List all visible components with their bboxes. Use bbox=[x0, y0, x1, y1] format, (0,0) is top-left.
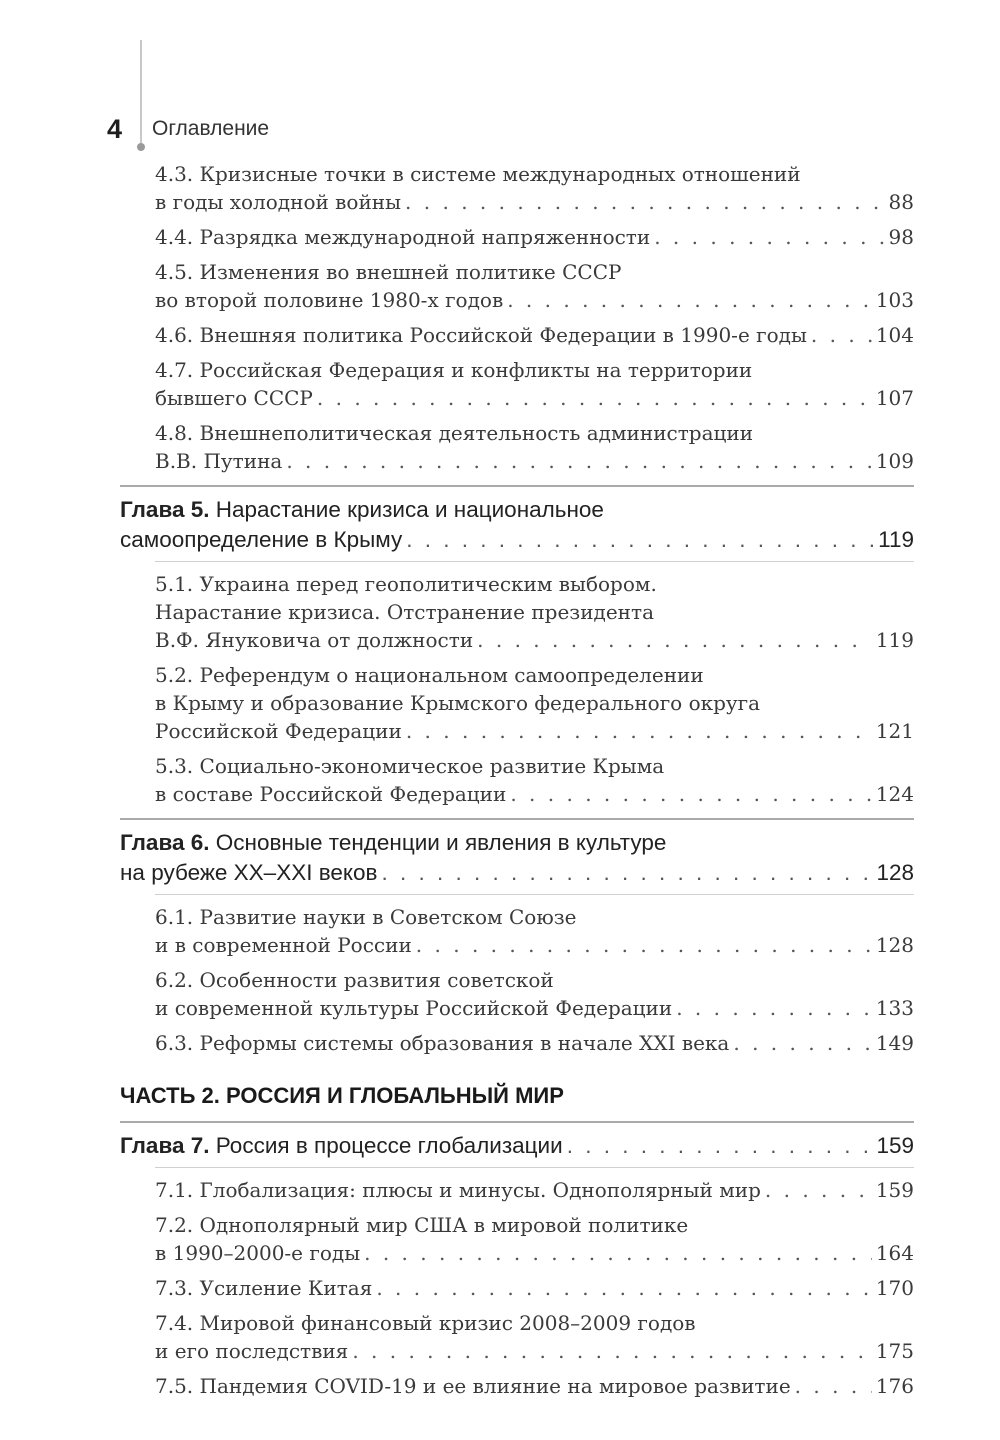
toc-part-heading[interactable]: ЧАСТЬ 2. РОССИЯ И ГЛОБАЛЬНЫЙ МИР bbox=[120, 1083, 564, 1108]
toc-section-line: и в современной России bbox=[155, 933, 412, 957]
toc-page-number: 128 bbox=[876, 860, 914, 885]
dot-leader bbox=[405, 188, 885, 216]
dot-leader bbox=[364, 1239, 872, 1267]
toc-page-number: 159 bbox=[875, 1178, 914, 1202]
toc-section-6-1[interactable] bbox=[155, 903, 914, 959]
toc-page-number: 133 bbox=[875, 996, 914, 1020]
toc-chapter-7[interactable] bbox=[120, 1131, 914, 1161]
toc-section-4-3[interactable] bbox=[155, 160, 914, 216]
toc-section-line: 6.3. Реформы системы образования в начале XXI века bbox=[155, 1031, 730, 1055]
toc-page-number: 164 bbox=[875, 1241, 914, 1265]
dot-leader bbox=[811, 321, 872, 349]
toc-section-5-3[interactable] bbox=[155, 752, 914, 808]
chapter-label: Глава 5. bbox=[120, 497, 210, 522]
toc-page-number: 98 bbox=[888, 225, 914, 249]
toc-section-line: 4.4. Разрядка международной напряженности bbox=[155, 225, 651, 249]
toc-section-4-7[interactable] bbox=[155, 356, 914, 412]
dot-leader bbox=[733, 1029, 871, 1057]
dot-leader bbox=[567, 1131, 873, 1161]
toc-page-number: 119 bbox=[875, 628, 914, 652]
dot-leader bbox=[317, 384, 872, 412]
page-header bbox=[0, 0, 1000, 160]
group-divider bbox=[120, 485, 914, 487]
header-rule bbox=[140, 40, 142, 148]
toc-page-number: 176 bbox=[875, 1374, 914, 1398]
chapter-title-line: самоопределение в Крыму bbox=[120, 527, 403, 552]
chapter-underline bbox=[155, 1167, 914, 1168]
dot-leader bbox=[286, 447, 871, 475]
dot-leader bbox=[795, 1372, 872, 1400]
toc-section-line: 4.8. Внешнеполитическая деятельность администрации bbox=[155, 421, 754, 445]
chapter-underline bbox=[155, 894, 914, 895]
toc-section-line: во второй половине 1980-х годов bbox=[155, 288, 504, 312]
toc-page-number: 159 bbox=[876, 1133, 914, 1158]
toc-group-chapter-6 bbox=[0, 828, 1000, 1057]
toc-group-chapter-4 bbox=[0, 160, 1000, 475]
dot-leader bbox=[765, 1176, 872, 1204]
toc-section-line: и современной культуры Российской Федерации bbox=[155, 996, 673, 1020]
dot-leader bbox=[676, 994, 872, 1022]
toc-section-line: В.Ф. Януковича от должности bbox=[155, 628, 474, 652]
toc-section-line: в годы холодной войны bbox=[155, 190, 402, 214]
toc-page-number: 175 bbox=[875, 1339, 914, 1363]
dot-leader bbox=[376, 1274, 871, 1302]
toc-section-4-6[interactable] bbox=[155, 321, 914, 349]
toc-section-line: 5.3. Социально-экономическое развитие Крыма bbox=[155, 754, 665, 778]
toc-page-number: 119 bbox=[878, 527, 914, 552]
toc-section-line: 5.2. Референдум о национальном самоопределении bbox=[155, 663, 704, 687]
chapter-title-line: Основные тенденции и явления в культуре bbox=[215, 830, 667, 855]
page-number: 4 bbox=[107, 114, 123, 144]
chapter-label: Глава 7. bbox=[120, 1133, 210, 1158]
table-of-contents bbox=[0, 160, 1000, 1407]
toc-section-line: 6.1. Развитие науки в Советском Союзе bbox=[155, 905, 577, 929]
toc-page-number: 121 bbox=[875, 719, 914, 743]
toc-chapter-5[interactable] bbox=[120, 495, 914, 555]
group-divider bbox=[120, 1121, 914, 1123]
dot-leader bbox=[507, 286, 872, 314]
toc-section-line: 7.5. Пандемия COVID-19 и ее влияние на мировое развитие bbox=[155, 1374, 791, 1398]
toc-section-line: бывшего СССР bbox=[155, 386, 313, 410]
toc-section-line: 4.3. Кризисные точки в системе международных отношений bbox=[155, 162, 801, 186]
toc-section-line: 7.4. Мировой финансовый кризис 2008–2009 годов bbox=[155, 1311, 696, 1335]
toc-section-line: Российской Федерации bbox=[155, 719, 402, 743]
toc-page-number: 128 bbox=[875, 933, 914, 957]
dot-leader bbox=[510, 780, 871, 808]
chapter-title-line: Россия в процессе глобализации bbox=[215, 1133, 563, 1158]
running-title: Оглавление bbox=[152, 117, 270, 140]
toc-page-number: 124 bbox=[875, 782, 914, 806]
toc-section-7-2[interactable] bbox=[155, 1211, 914, 1267]
toc-section-4-4[interactable] bbox=[155, 223, 914, 251]
toc-section-line: в Крыму и образование Крымского федерального округа bbox=[155, 691, 761, 715]
toc-page-number: 107 bbox=[875, 386, 914, 410]
toc-section-line: 7.3. Усиление Китая bbox=[155, 1276, 373, 1300]
toc-section-line: 7.1. Глобализация: плюсы и минусы. Однополярный мир bbox=[155, 1178, 761, 1202]
toc-section-line: 4.5. Изменения во внешней политике СССР bbox=[155, 260, 622, 284]
dot-leader bbox=[406, 717, 872, 745]
chapter-label: Глава 6. bbox=[120, 830, 210, 855]
toc-section-5-2[interactable] bbox=[155, 661, 914, 745]
toc-page-number: 149 bbox=[875, 1031, 914, 1055]
dot-leader bbox=[352, 1337, 872, 1365]
toc-page-number: 103 bbox=[875, 288, 914, 312]
toc-section-line: в 1990–2000-е годы bbox=[155, 1241, 361, 1265]
toc-section-6-2[interactable] bbox=[155, 966, 914, 1022]
toc-page-number: 88 bbox=[888, 190, 914, 214]
toc-section-line: Нарастание кризиса. Отстранение президента bbox=[155, 600, 654, 624]
toc-section-line: 6.2. Особенности развития советской bbox=[155, 968, 554, 992]
toc-group-chapter-5 bbox=[0, 495, 1000, 808]
toc-section-7-3[interactable] bbox=[155, 1274, 914, 1302]
toc-section-line: 5.1. Украина перед геополитическим выбором. bbox=[155, 572, 657, 596]
toc-group-chapter-7 bbox=[0, 1131, 1000, 1400]
toc-section-line: и его последствия bbox=[155, 1339, 349, 1363]
toc-section-line: в составе Российской Федерации bbox=[155, 782, 507, 806]
toc-section-line: 4.6. Внешняя политика Российской Федерации в 1990-е годы bbox=[155, 323, 807, 347]
toc-chapter-6[interactable] bbox=[120, 828, 914, 888]
dot-leader bbox=[654, 223, 884, 251]
dot-leader bbox=[382, 858, 873, 888]
dot-leader bbox=[477, 626, 872, 654]
toc-section-4-5[interactable] bbox=[155, 258, 914, 314]
toc-page-number: 170 bbox=[875, 1276, 914, 1300]
dot-leader bbox=[416, 931, 872, 959]
toc-section-7-1[interactable] bbox=[155, 1176, 914, 1204]
toc-page-number: 104 bbox=[875, 323, 914, 347]
header-rule-dot bbox=[137, 143, 145, 151]
group-divider bbox=[120, 818, 914, 820]
toc-section-line: 7.2. Однополярный мир США в мировой политике bbox=[155, 1213, 689, 1237]
toc-section-7-4[interactable] bbox=[155, 1309, 914, 1365]
toc-section-line: 4.7. Российская Федерация и конфликты на территории bbox=[155, 358, 753, 382]
toc-section-5-1[interactable] bbox=[155, 570, 914, 654]
chapter-title-line: Нарастание кризиса и национальное bbox=[215, 497, 604, 522]
chapter-title-line: на рубеже XX–XXI веков bbox=[120, 860, 378, 885]
chapter-underline bbox=[155, 561, 914, 562]
toc-section-7-5[interactable] bbox=[155, 1372, 914, 1400]
toc-section-4-8[interactable] bbox=[155, 419, 914, 475]
dot-leader bbox=[406, 525, 874, 555]
toc-page-number: 109 bbox=[875, 449, 914, 473]
toc-section-line: В.В. Путина bbox=[155, 449, 283, 473]
toc-section-6-3[interactable] bbox=[155, 1029, 914, 1057]
